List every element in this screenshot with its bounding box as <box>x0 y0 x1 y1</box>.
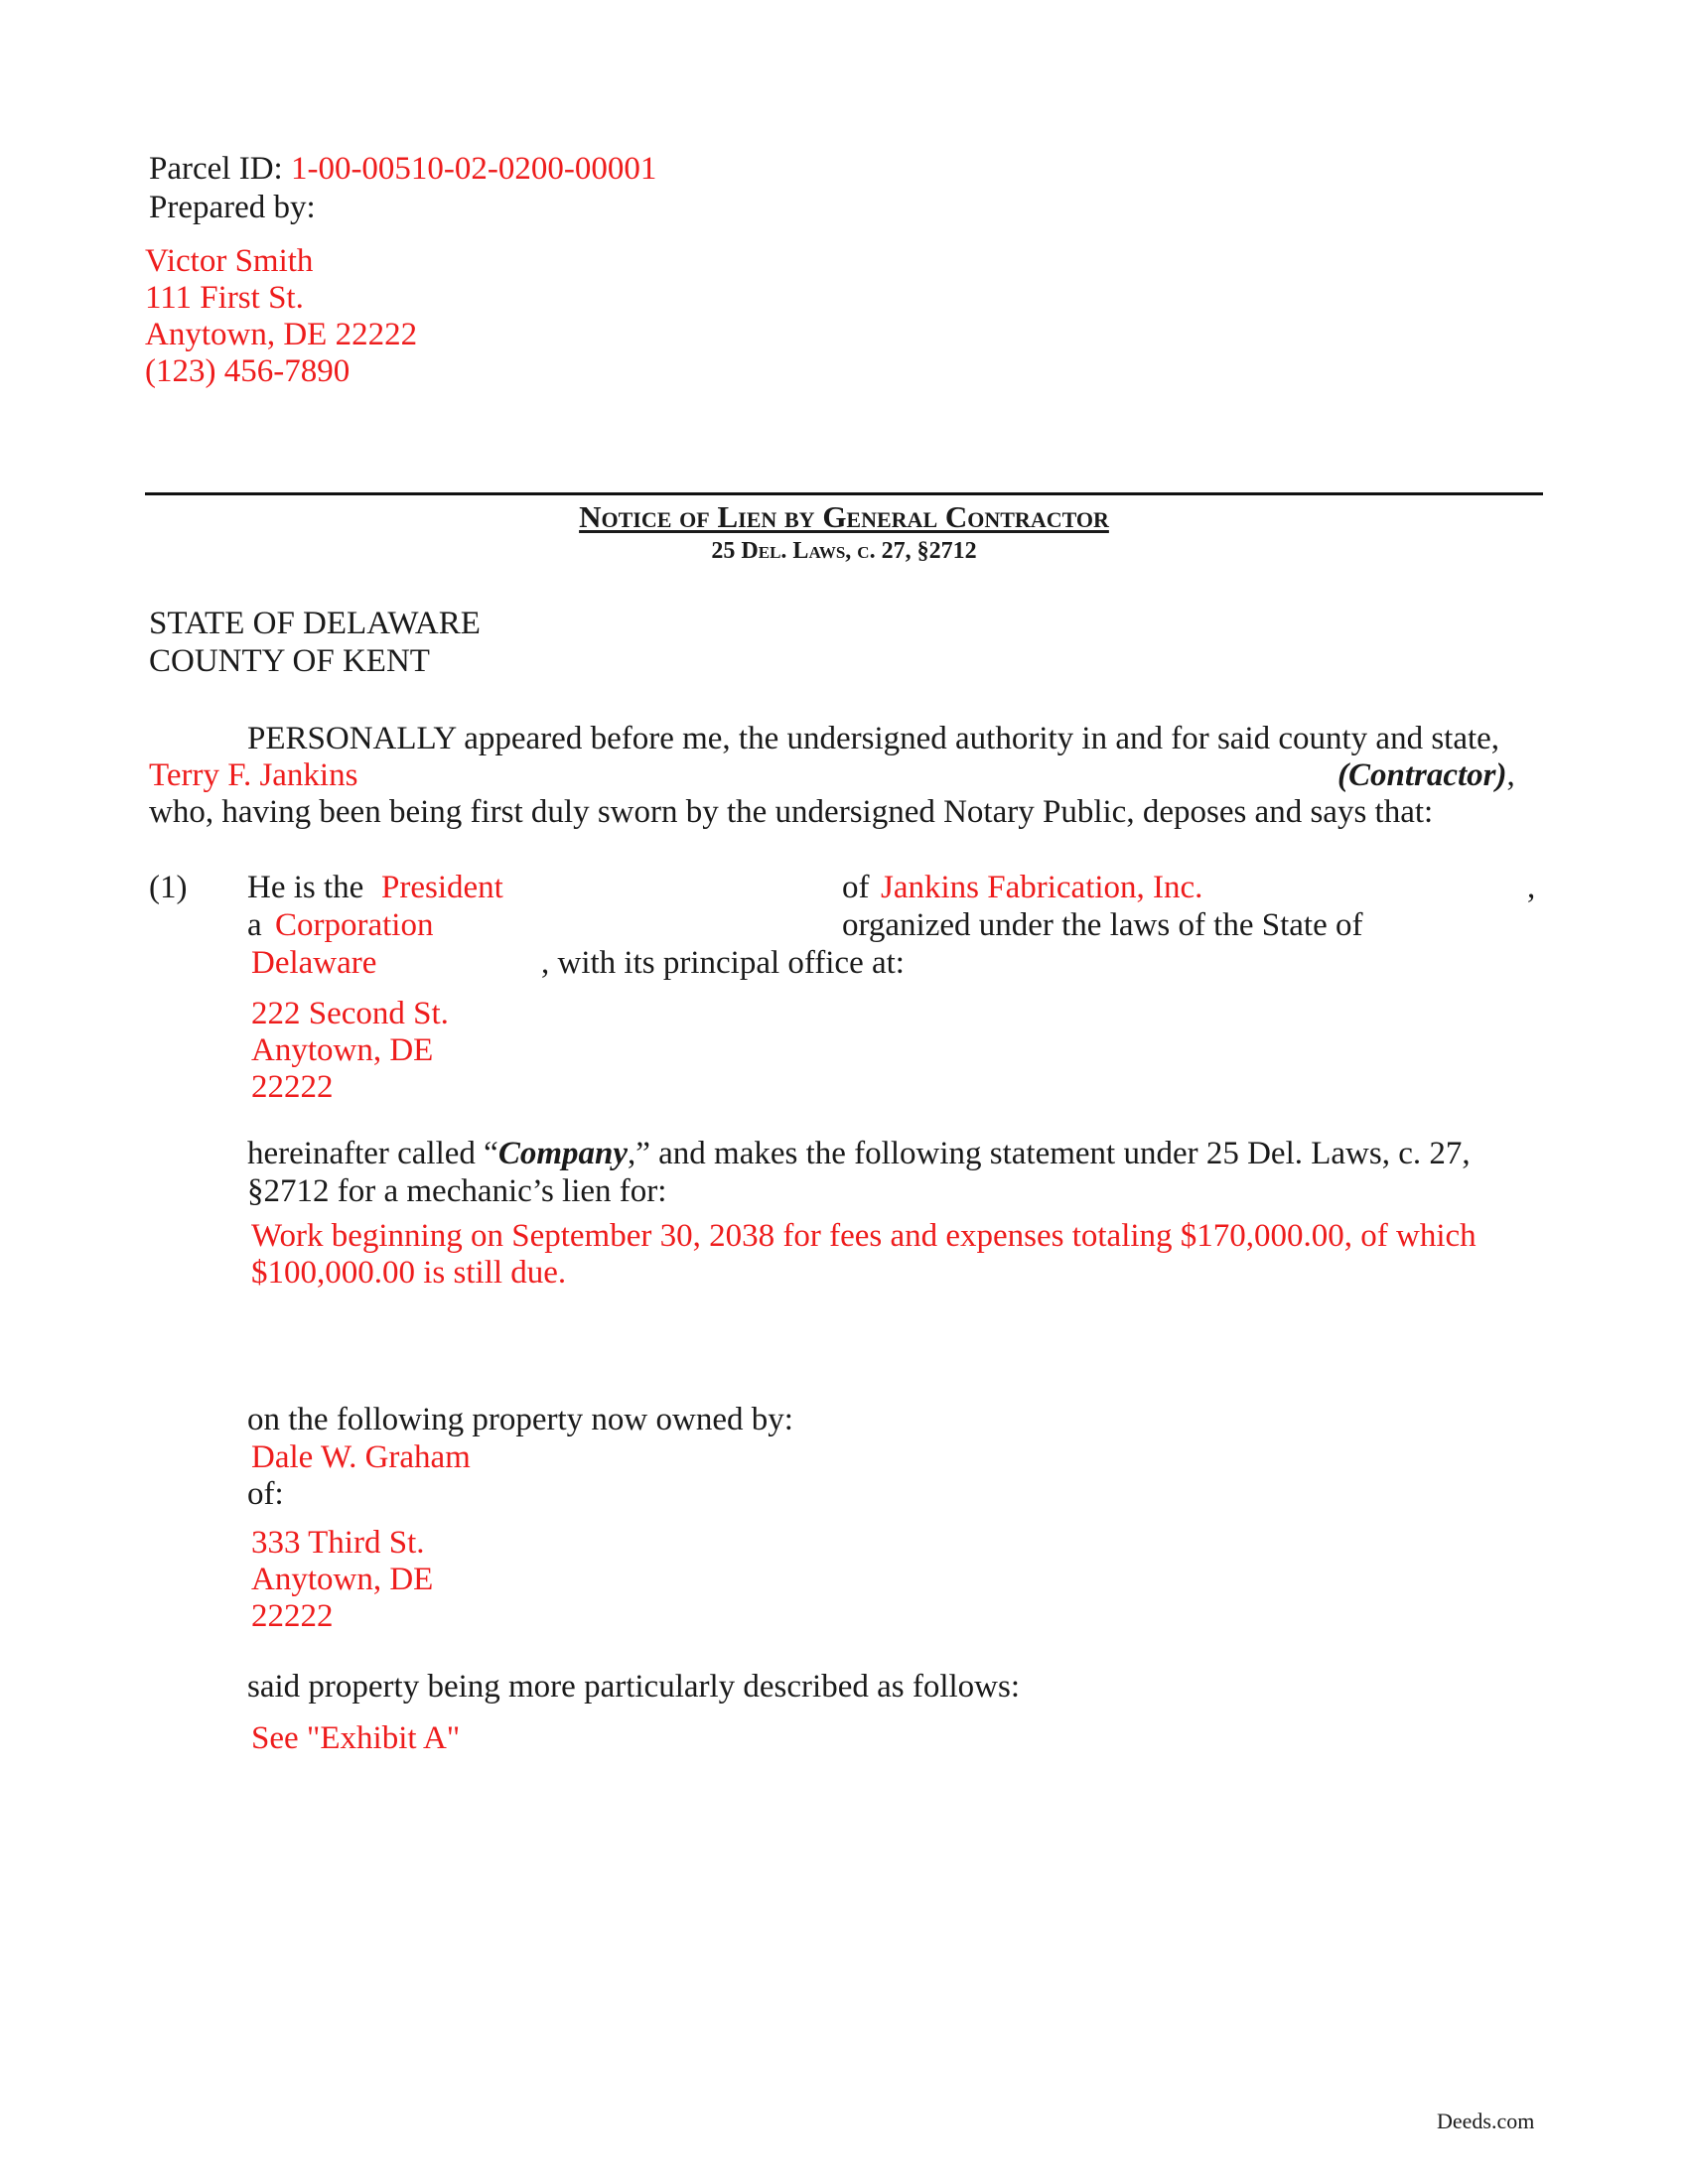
contractor-name: Terry F. Jankins <box>149 757 358 793</box>
hereinafter-post: ,” and makes the following statement under 25 Del. Laws, c. 27, <box>628 1136 1471 1171</box>
organized-text: organized under the laws of the State of <box>842 907 1363 943</box>
he-is-the: He is the <box>247 870 364 905</box>
work-description-line1: Work beginning on September 30, 2038 for fees and expenses totaling $170,000.00, of which <box>251 1218 1477 1254</box>
parcel-id: 1-00-00510-02-0200-00001 <box>290 151 657 187</box>
company-term: Company <box>497 1136 629 1171</box>
property-description: See "Exhibit A" <box>251 1720 461 1756</box>
company-comma: , <box>1527 870 1536 905</box>
a-label: a <box>247 907 262 943</box>
office-zip: 22222 <box>251 1069 334 1105</box>
owner-zip: 22222 <box>251 1598 334 1634</box>
office-street: 222 Second St. <box>251 996 449 1031</box>
owner-city-state: Anytown, DE <box>251 1562 434 1597</box>
section-text: §2712 for a mechanic’s lien for: <box>247 1173 667 1209</box>
prepared-by-label: Prepared by: <box>149 190 316 225</box>
company-name: Jankins Fabrication, Inc. <box>881 870 1203 905</box>
owned-by-text: on the following property now owned by: <box>247 1402 793 1437</box>
venue-county: COUNTY OF KENT <box>149 643 430 679</box>
office-city-state: Anytown, DE <box>251 1032 434 1068</box>
item-number: (1) <box>149 870 188 905</box>
hereinafter-line <box>247 1136 1471 1173</box>
parcel-line <box>149 151 656 189</box>
footer-brand: Deeds.com <box>1437 2109 1535 2133</box>
owner-name: Dale W. Graham <box>251 1439 471 1475</box>
document-subtitle: 25 Del. Laws, c. 27, §2712 <box>711 538 977 564</box>
contractor-role: (Contractor) <box>1337 757 1507 793</box>
of-label: of <box>842 870 870 905</box>
header-rule <box>145 492 1543 495</box>
intro-text: PERSONALLY appeared before me, the undersigned authority in and for said county and state, <box>247 721 1500 756</box>
office-text: , with its principal office at: <box>541 945 905 981</box>
venue-state: STATE OF DELAWARE <box>149 606 481 641</box>
sworn-text: who, having been being first duly sworn by the undersigned Notary Public, deposes and says that: <box>149 794 1434 830</box>
work-description-line2: $100,000.00 is still due. <box>251 1255 567 1291</box>
contractor-role-line <box>1337 757 1515 795</box>
document-title: Notice of Lien by General Contractor <box>579 499 1109 534</box>
preparer-city: Anytown, DE 22222 <box>145 317 418 352</box>
owner-street: 333 Third St. <box>251 1525 425 1561</box>
officer-title: President <box>381 870 503 905</box>
state-of-organization: Delaware <box>251 945 377 981</box>
contractor-comma: , <box>1506 757 1515 793</box>
hereinafter-pre: hereinafter called “ <box>247 1136 498 1171</box>
parcel-label: Parcel ID: <box>149 151 283 187</box>
preparer-phone: (123) 456-7890 <box>145 353 351 389</box>
preparer-name: Victor Smith <box>145 243 314 279</box>
entity-type: Corporation <box>275 907 434 943</box>
of-text: of: <box>247 1476 284 1512</box>
described-text: said property being more particularly described as follows: <box>247 1669 1021 1705</box>
preparer-street: 111 First St. <box>145 280 304 316</box>
